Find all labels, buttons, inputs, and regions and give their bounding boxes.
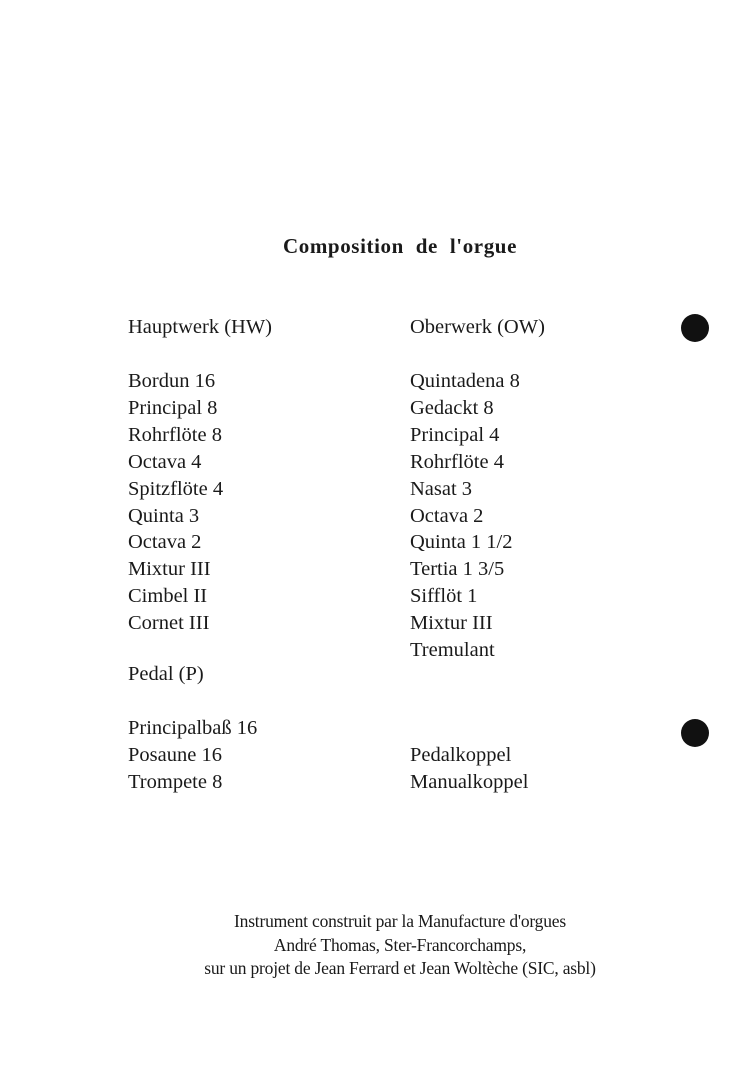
credit-block bbox=[0, 910, 750, 981]
coupler-list bbox=[410, 742, 528, 796]
stop-item: Quintadena 8 bbox=[410, 370, 520, 392]
pedal-stop-list bbox=[128, 715, 257, 796]
punch-hole bbox=[681, 314, 709, 342]
stop-item: Quinta 3 bbox=[128, 504, 200, 527]
stop-item: Principal 8 bbox=[128, 396, 218, 419]
credit-line: sur un projet de Jean Ferrard et Jean Woltèche (SIC, asbl) bbox=[204, 958, 596, 978]
coupler-item: Manualkoppel bbox=[410, 770, 529, 793]
stop-item: Bordun 16 bbox=[128, 370, 216, 392]
stop-item: Rohrflöte 4 bbox=[410, 450, 504, 473]
hauptwerk-heading: Hauptwerk (HW) bbox=[128, 316, 273, 338]
stop-item: Sifflöt 1 bbox=[410, 585, 478, 608]
coupler-item: Pedalkoppel bbox=[410, 744, 512, 766]
stop-item: Cornet III bbox=[128, 612, 210, 635]
stop-item: Posaune 16 bbox=[128, 743, 222, 766]
credit-line: Instrument construit par la Manufacture d'orgues bbox=[234, 911, 566, 931]
pedal-heading: Pedal (P) bbox=[128, 663, 204, 685]
stop-item: Octava 4 bbox=[128, 450, 202, 473]
punch-hole bbox=[681, 719, 709, 747]
stop-item: Cimbel II bbox=[128, 585, 208, 608]
hauptwerk-stop-list bbox=[128, 368, 223, 637]
stop-item: Mixtur III bbox=[410, 612, 493, 635]
stop-item: Octava 2 bbox=[410, 504, 484, 527]
stop-item: Principalbaß 16 bbox=[128, 717, 258, 739]
stop-item: Rohrflöte 8 bbox=[128, 423, 222, 446]
stop-item: Mixtur III bbox=[128, 558, 211, 581]
oberwerk-stop-list bbox=[410, 368, 520, 664]
stop-item: Trompete 8 bbox=[128, 770, 223, 793]
stop-item: Quinta 1 1/2 bbox=[410, 531, 513, 554]
oberwerk-heading: Oberwerk (OW) bbox=[410, 316, 545, 338]
stop-item: Nasat 3 bbox=[410, 477, 473, 500]
page-title: Composition de l'orgue bbox=[282, 234, 518, 258]
stop-item: Gedackt 8 bbox=[410, 396, 494, 419]
stop-item: Principal 4 bbox=[410, 423, 500, 446]
stop-item: Spitzflöte 4 bbox=[128, 477, 224, 500]
credit-line: André Thomas, Ster-Francorchamps, bbox=[273, 934, 527, 955]
stop-item: Octava 2 bbox=[128, 531, 202, 554]
stop-item: Tremulant bbox=[410, 639, 495, 662]
stop-item: Tertia 1 3/5 bbox=[410, 558, 505, 581]
